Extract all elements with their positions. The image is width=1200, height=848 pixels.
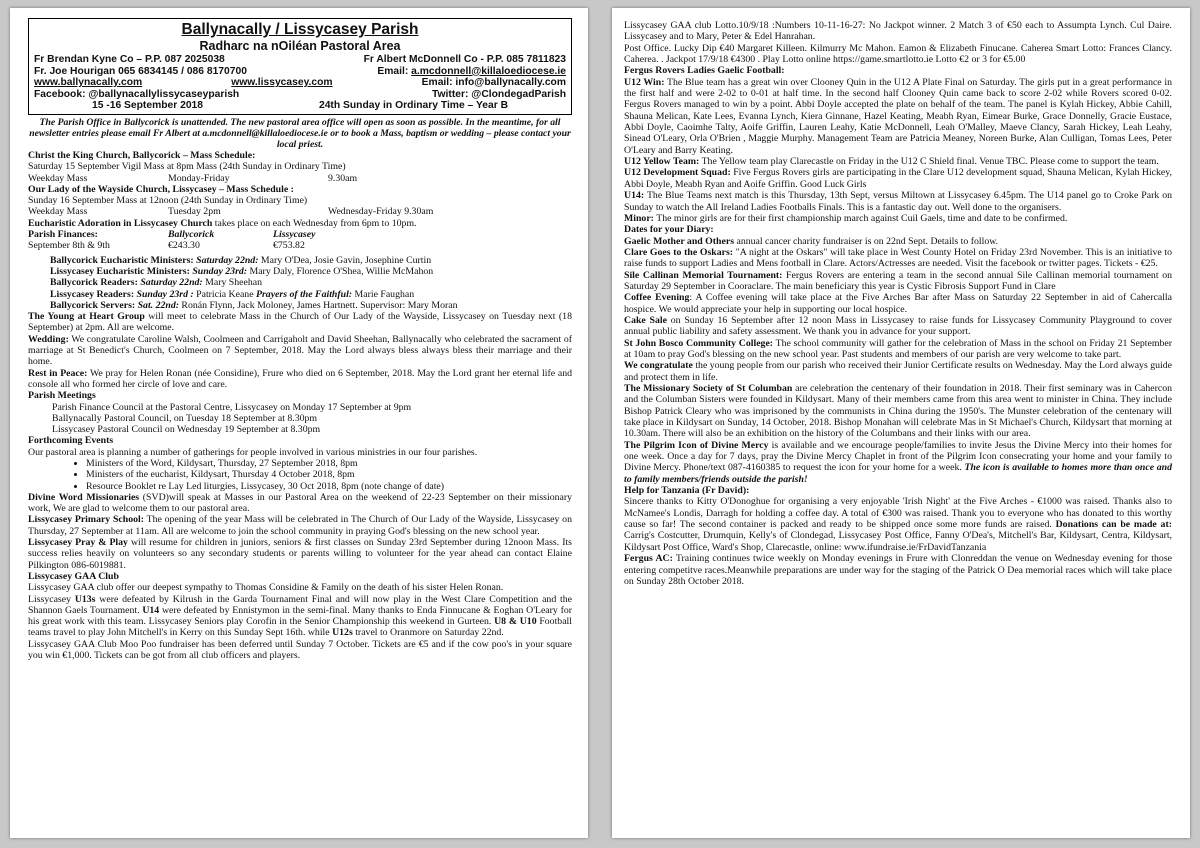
u12-development [624,167,1172,190]
minister-label: Ballycorick Eucharistic Ministers: [50,254,194,266]
contact-row [34,66,566,78]
minister-names: Mary Sheehan [202,277,262,289]
rip-text: We pray for Helen Ronan (née Considine), Frure who died on 6 September, 2018. May the Lord grant her eternal life and console all who formed her circle of love and care. [28,367,572,390]
lotto-results: Lissycasey GAA club Lotto.10/9/18 :Numbers 10-11-16-27: No Jackpot winner. 2 Match 3 of €50 each to Assumpta Lynch. Cul Daire. Lissycasey and to Mary, Peter & Edel Hanrahan. [624,20,1172,43]
right-content [624,20,1172,587]
minister-names: Mary O'Dea, Josie Gavin, Josephine Curtin [258,254,432,266]
coffee-heading: Coffee Evening [624,292,690,304]
pray-and-play [28,537,572,571]
gaa-heading: Lissycasey GAA Club [28,570,119,582]
cake-sale [624,315,1172,338]
young-heading: The Young at Heart Group [28,311,145,323]
school-text: The opening of the year Mass will be celebrated in The Church of Our Lady of the Wayside, Lissycasey on Thursday, 27 September at 11am. All are welcome to join the school community in praying God's blessing on the new school year. [28,514,572,537]
parish-title: Ballynacally / Lissycasey Parish [181,21,419,38]
school-heading: Lissycasey Primary School: [28,514,144,526]
adoration-heading: Eucharistic Adoration in Lissycasey Church [28,217,213,229]
gaa-text: were defeated by Ennistymon in the semi-final. Many thanks to Enda Finnucane & Eoghan O'Leary for his great work with this team. Lissycasey Seniors play Corofin in the Senior Championship this weekend in Gurteen. [28,604,572,628]
finances-heading: Parish Finances: [28,229,98,241]
donations-heading: Donations can be made at: [1055,519,1172,531]
gaa-team: U12s [332,627,353,639]
sile-text: Fergus Rovers are entering a team in the second annual Sile Callinan memorial tournament on Saturday 29 September in Cooraclare. The main beneficiary this year is Cystic Fibrosis Support Fund in Clare [624,269,1172,292]
congrat-heading: We congratulate [624,360,693,372]
gaa-text: were defeated by Kilrush in the Garda Tournament Final and will now play in the West Clare Competition and the Shannon Gaels Tournament. [28,593,573,616]
finances-header [28,229,572,240]
adoration-text: takes place on each Wednesday from 6pm to 10pm. [212,217,417,229]
tanzania-heading: Help for Tanzania (Fr David): [624,485,750,497]
ballycorick-weekday [28,173,572,184]
minor-heading: Minor: [624,212,654,224]
columban-text: are celebration the centenary of their foundation in 2018. Their first seminary was in Cahercon and the Columban Sisters were founded in Kildysart. Many of their members came from this area went to minister in China. They include Bishop Patrick Cleary who was imprisoned by the communists in China during the 1950's. The Munster celebration of the centenary will take place in Kildysart on Sunday, 14 October, 2018. Bishop Monahan will celebrate Mas in St Michael's Church, Kildysart that morning at 10.30am. There will also be an exhibition on the history of the Columbans and their links with our area. [624,383,1172,440]
tanzania-text [624,496,1172,553]
young-text: will meet to celebrate Mass in the Church of Our Lady of the Wayside, Lissycasey on Tuesday next (18 September) at 2pm. All are welcome. [28,311,572,334]
minister-names: Ronán Flynn, Jack Moloney, James Hartnett. Supervisor: Mary Moran [178,299,458,311]
wedding [28,334,572,368]
sched-days: Monday-Friday [168,172,230,184]
pray-text: will resume for children in juniors, seniors & first classes on Sunday 23rd September during 12noon Mass. Its success relies heavily on volunteers so any secondary students or parents willing to volunteer for the year ahead can contact Elaine Pilkington 086-6019881. [28,537,572,571]
icon-heading: The Pilgrim Icon of Divine Mercy [624,439,769,451]
sile-callinan [624,270,1172,293]
meeting-item: Ballynacally Pastoral Council, on Tuesday 18 September at 8.30pm [52,412,318,424]
gaelic-mothers [624,236,1172,247]
sched-label: Weekday Mass [28,172,88,184]
u12-yellow [624,156,1172,167]
gaa-sympathy: Lissycasey GAA club offer our deepest sympathy to Thomas Considine & Family on the death of his sister Helen Ronan. [28,582,504,594]
sched-label: Weekday Mass [28,206,88,218]
u12-win [624,77,1172,156]
gaa-text: Football teams travel to play John Mitchell's in Kerry on this Sunday Sept 16th. while [28,616,572,639]
bosco-heading: St John Bosco Community College: [624,337,774,349]
diary-heading: Dates for your Diary: [624,224,714,236]
sile-heading: Sile Callinan Memorial Tournament: [624,269,783,281]
minor [624,213,1172,224]
rest-in-peace [28,368,572,391]
minister-label: Ballycorick Readers: [50,277,138,289]
email-label: Email: [377,65,412,77]
priest-hourigan: Fr. Joe Hourigan 065 6834145 / 086 8170700 [34,65,247,77]
minister-row [50,277,572,288]
coffee-evening [624,292,1172,315]
minister-date: Sunday 23rd: [192,265,248,277]
pray-heading: Lissycasey Pray & Play [28,537,128,549]
cake-heading: Cake Sale [624,314,667,326]
minister-date: Sunday 23rd : [136,288,194,300]
fergus-rovers-heading: Fergus Rovers Ladies Gaelic Football: [624,65,785,77]
icon-text: is available and we encourage people/families to invite Jesus the Divine Mercy into their homes for one week. Once a day for 7 days, pray the Divine Mercy Chaplet in front of the Pilgrim Icon consecrating your home and your family to Divine Mercy. Phone/text 087-4160385 to request the icon for your home for a week. [624,439,1172,474]
web-row [34,77,566,89]
wedding-text: We congratulate Caroline Walsh, Coolmeen and Carrigaholt and David Sheehan, Ballynacally who celebrated the sacrament of marriage at St Benedict's Church, Coolmeen on 7 September, 2018. May the Lord always bless always bless their marriage and their home. [28,333,572,368]
minister-row [50,300,572,311]
finances-ballycorick-value: €243.30 [168,240,200,252]
u12-dev-heading: U12 Development Squad: [624,167,731,179]
svd-heading: Divine Word Missionaries [28,491,140,503]
fergus-ac [624,553,1172,587]
junior-cert [624,360,1172,383]
u14-heading: U14: [624,190,645,202]
fergus-ac-text: Training continues twice weekly on Monday evenings in Frure with Clonreddan the venue on Wednesday evening for those entering competitve races.Meanwhile preparations are under way for the staging of the Patrick O Dea memorial races which will take place on Sunday 28th October 2018. [624,553,1172,587]
u14-text: The Blue Teams next match is this Thursday, 13th Sept, versus Miltown at Lissycasey 6.45pm. The U14 panel go to Croke Park on Sunday to watch the All Ireland Ladies Footballs Finals. This is a fantastic day out. Well done to the organisers. [624,190,1172,213]
adoration [28,218,572,229]
john-bosco [624,338,1172,361]
wayside-sunday: Sunday 16 September Mass at 12noon (24th Sunday in Ordinary Time) [28,195,308,207]
u12-yellow-heading: U12 Yellow Team: [624,156,700,168]
website-lissycasey[interactable]: www.lissycasey.com [231,77,333,89]
young-at-heart [28,311,572,334]
wedding-heading: Wedding: [28,333,69,345]
email-mcdonnell-link[interactable]: a.mcdonnell@killaloediocese.ie [411,65,566,77]
events-heading: Forthcoming Events [28,435,114,447]
right-page [612,8,1190,838]
minister-row [50,266,572,277]
pilgrim-icon [624,440,1172,485]
priest-kyne: Fr Brendan Kyne Co – P.P. 087 2025038 [34,54,225,65]
gaa-team: U8 & U10 [494,616,537,628]
columban-society [624,383,1172,440]
date-row [34,100,566,112]
coffee-text: : A Coffee evening will take place at the Five Arches Bar after Mass on Saturday 22 September in aid of Cahercalla hospice. We would appreciate your help in supporting our local hospice. [624,292,1172,315]
lotto-lucky-dip: Post Office. Lucky Dip €40 Margaret Killeen. Kilmurry Mc Mahon. Eamon & Elizabeth Finucane. Caherea Smart Lotto: Frances Clancy. Caherea. . Jackpot 17/9/18 €4300 . Play Lotto online https://game.smartlotto.ie Lotto €2 or 3 for €5.00 [624,42,1172,66]
u12-yellow-text: The Yellow team play Clarecastle on Friday in the U12 C Shield final. Venue TBC. Please come to support the team. [699,156,1159,168]
ministers-list [28,255,572,311]
gaa-text: Lissycasey [28,593,75,605]
sched-time: Wednesday-Friday 9.30am [328,206,434,218]
columban-heading: The Missionary Society of St Columban [624,383,793,394]
minor-text: The minor girls are for their first championship march against Cuil Gaels, time and date to be confirmed. [653,212,1068,224]
gaa-team: U13s [74,593,96,605]
issue-date: 15 -16 September 2018 [91,100,204,112]
minister-label: Lissycasey Eucharistic Ministers: [50,265,190,277]
minister-date: Saturday 22nd: [140,277,203,289]
finances-lissycasey-value: €753.82 [273,240,305,252]
donations-text: Carrig's Costcutter, Drumquin, Kelly's of Clondegad, Lissycasey Post Office, Fanny O'Dea's, Mitchell's Bar, Kildysart, Centra, Kildysart, Kildysart Post Office, Ward's Shop, Clarecastle, online: www.ifundraise.ie/FrDavidTanzania [624,530,1172,553]
left-content [28,150,572,661]
wayside-weekday [28,206,572,217]
oskars-text: "A night at the Oskars" will take place in West County Hotel on Friday 23rd November. This is an initiative to raise funds to support Ladies and Mens football in Clare. Actors/Actresses are needed. Visit the facebook or twitter pages. Tickets - €25. [624,246,1172,270]
u12-win-heading: U12 Win: [624,76,665,88]
event-item: • Ministers of the eucharist, Kildysart, Thursday 4 October 2018, 8pm [86,469,572,480]
event-item: • Ministers of the Word, Kildysart, Thursday, 27 September 2018, 8pm [86,458,572,469]
gaa-team: U14 [142,604,160,616]
left-page [10,8,588,838]
meeting-item: Parish Finance Council at the Pastoral Centre, Lissycasey on Monday 17 September at 9pm [52,401,412,413]
social-row [34,89,566,101]
sched-time: 9.30am [328,172,358,184]
oskars-heading: Clare Goes to the Oskars: [624,246,734,258]
gaa-text: travel to Oranmore on Saturday 22nd. [352,627,504,639]
u12-win-text: The Blue team has a great win over Clooney Quin in the U12 A Plate Final on Saturday. The girls put in a great performance in the first half and were 2-02 to 0-01 at half time. In the second half Clooney Quin came back to score 2-02 while Rovers scored 0-02. Fergus Rovers managed to win by a point. Abbi Doyle accepted the plate on behalf of the team. The panel is Kylah Hickey, Abbie Cahill, Shauna Melican, Kate Lees, Evanna Lynch, Kiera Ginnane, Hazel Keating, Meabh Ryan, Eimear Burke, Grace Donnelly, Gracie Eustace, Abbi Doyle, Caoimhe Talty, Aoife Griffin, Lauren Leahy, Katie McDonnell, Leah O'Malley, Maeve Clancy, Sarah Hickey, Leah Leahy, Sinead O'Leary, Orla O'Brien , Maggie Murphy. Management Team are Patricia Meaney, Noreen Burke, Alan Culligan, Tomas Lees, Peter O'Leary and Barry Keating. [624,76,1173,156]
email-info[interactable]: Email: info@ballynacally.com [421,77,566,89]
event-item: • Resource Booklet re Lay Led liturgies, Lissycasey, 30 Oct 2018, 8pm (note change of date) [86,481,572,492]
finances-date: September 8th & 9th [28,240,110,252]
divine-word [28,492,572,515]
minister-label: Ballycorick Servers: [50,299,136,311]
minister-names: Patricia Keane [193,288,256,300]
minister-row [50,289,572,300]
svd-text: (SVD)will speak at Masses in our Pastoral Area on the weekend of 22-23 September on their missionary work, We are glad to welcome them to our pastoral area. [28,491,572,515]
u14 [624,190,1172,213]
finances-values [28,240,572,251]
office-notice: The Parish Office in Ballycorick is unattended. The new pastoral area office will open as soon as possible. In the meantime, for all newsletter entries please email Fr Albert at a.mcdonnell@killaloediocese.ie or to book a Mass, baptism or wedding – please contact your local priest. [29,116,571,150]
rip-heading: Rest in Peace: [28,367,88,379]
meetings-heading: Parish Meetings [28,390,96,402]
liturgical-sunday: 24th Sunday in Ordinary Time – Year B [318,100,509,112]
masthead [28,18,572,115]
finances-col-lissycasey: Lissycasey [273,229,316,241]
congrat-text: the young people from our parish who received their Junior Certificate results on Wednesday. May the Lord always guide and protect them in life. [624,360,1172,383]
website-ballynacally[interactable]: www.ballynacally.com [34,77,143,89]
minister-date: Sat. 22nd: [137,299,179,311]
tanzania-body: Sincere thanks to Kitty O'Donoghue for organising a very enjoyable 'Irish Night' at the Five Arches - €1000 was raised. Thanks also to McNamee's Londis, Darragh for holding a coffee day. A total of €300 was raised. Thank you to everyone who has donated to this worthy cause so far! The second container is packed and ready to be shipped once some more funds are raised. [624,496,1172,531]
moo-poo-fundraiser: Lissycasey GAA Club Moo Poo fundraiser has been deferred until Sunday 7 October. Tickets are €5 and if the cow poo's in your square you win €1,000. Tickets can be got from all club officers and players. [28,638,572,662]
ballycorick-schedule-heading: Christ the King Church, Ballycorick – Mass Schedule: [28,149,256,161]
finances-col-ballycorick: Ballycorick [168,229,215,241]
events-list [28,458,572,492]
minister-names: Mary Daly, Florence O'Shea, Willie McMahon [247,265,434,277]
events-intro: Our pastoral area is planning a number of gatherings for people involved in various ministries in our four parishes. [28,446,478,458]
minister-row [50,255,572,266]
icon-note: The icon is available to homes more than once and to family members/friends outside the parish! [624,462,1172,485]
wayside-schedule-heading: Our Lady of the Wayside Church, Lissycasey – Mass Schedule : [28,183,294,195]
priests-row [34,54,566,66]
cake-text: on Sunday 16 September after 12 noon Mass in Lissycasey to raise funds for Lissycasey Community Playground to cover annual public liability and safety assessment. We thank you in advance for your support. [624,314,1173,338]
facebook-handle[interactable]: Facebook: @ballynacallylissycaseyparish [34,88,240,100]
primary-school [28,514,572,537]
oskars [624,247,1172,270]
pastoral-area-title: Radharc na nOiléan Pastoral Area [199,39,401,53]
u12-dev-text: Five Fergus Rovers girls are participating in the Clare U12 development squad, Shauna Melican, Kylah Hickey, Abbi Doyle, Meabh Ryan and Aoife Griffin. Good Luck Girls [624,167,1172,190]
email-mcdonnell [377,66,566,78]
minister-label: Lissycasey Readers: [50,288,135,300]
priest-mcdonnell: Fr Albert McDonnell Co - P.P. 085 7811823 [363,54,566,65]
fergus-ac-heading: Fergus AC: [624,553,673,565]
bosco-text: The school community will gather for the celebration of Mass in the school on Friday 21 September at 10am to pray God's blessing on the new school year. Past students and members of our parish are very welcome to take part. [624,337,1172,360]
gaelic-heading: Gaelic Mother and Others [624,235,735,247]
ballycorick-saturday: Saturday 15 September Vigil Mass at 8pm Mass (24th Sunday in Ordinary Time) [28,161,346,173]
meeting-item: Lissycasey Pastoral Council on Wednesday 19 September at 8.30pm [52,424,321,436]
minister-extra: Marie Faughan [352,288,415,300]
minister-extra-label: Prayers of the Faithful: [256,288,353,300]
minister-date: Saturday 22nd: [196,254,259,266]
gaa-results [28,594,572,639]
gaelic-text: annual cancer charity fundraiser is on 22nd Sept. Details to follow. [734,235,999,247]
sched-days: Tuesday 2pm [168,206,221,218]
twitter-handle[interactable]: Twitter: @ClondegadParish [432,88,566,100]
